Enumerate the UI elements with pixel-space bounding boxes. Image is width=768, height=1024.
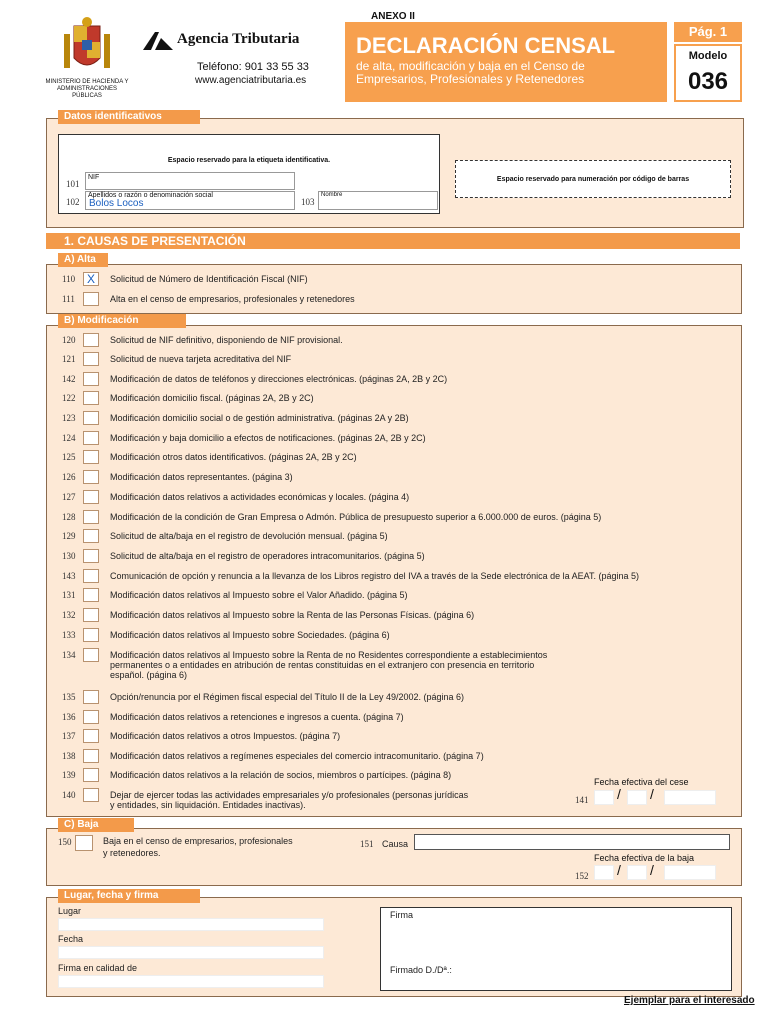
signature-box[interactable] xyxy=(380,907,732,991)
lugar-label: Lugar xyxy=(58,906,82,916)
annex-label: ANEXO II xyxy=(371,11,415,22)
baja-date-label: Fecha efectiva de la baja xyxy=(594,853,695,863)
mod-item-text: Modificación otros datos identificativos. (páginas 2A, 2B y 2C) xyxy=(110,452,357,462)
baja-150-code: 150 xyxy=(58,837,72,847)
mod-item-code: 139 xyxy=(62,770,76,780)
cese-date-label: Fecha efectiva del cese xyxy=(594,777,689,787)
mod-item-text: Modificación de la condición de Gran Empresa o Admón. Pública de presupuesto superior a 6.000.000 de euros. (página 5) xyxy=(110,512,602,522)
mod-item-checkbox[interactable] xyxy=(83,549,99,563)
alta-tab: A) Alta xyxy=(58,253,108,267)
mod-item-text: Solicitud de alta/baja en el registro de operadores intracomunitarios. (página 5) xyxy=(110,551,425,561)
nif-field[interactable] xyxy=(85,172,295,190)
mod-item-code: 127 xyxy=(62,492,76,502)
mod-item-checkbox[interactable] xyxy=(83,788,99,802)
fecha-label: Fecha xyxy=(58,934,84,944)
mod-item-checkbox[interactable] xyxy=(83,490,99,504)
mod-item-text: Opción/renuncia por el Régimen fiscal especial del Título II de la Ley 49/2002. (página 6) xyxy=(110,692,465,702)
barcode-area-text: Espacio reservado para numeración por código de barras xyxy=(496,176,690,183)
mod-item-text: Modificación y baja domicilio a efectos de notificaciones. (páginas 2A, 2B y 2C) xyxy=(110,433,426,443)
alta-item-code: 110 xyxy=(62,274,76,284)
form-subtitle: de alta, modificación y baja en el Censo de Empresarios, Profesionales y Retenedores xyxy=(356,59,585,86)
mod-item-code: 135 xyxy=(62,692,76,702)
mod-item-text: Modificación datos relativos a retenciones e ingresos a cuenta. (página 7) xyxy=(110,712,404,722)
causa-label: Causa xyxy=(382,839,409,849)
baja-year-field[interactable] xyxy=(664,865,716,880)
nif-label: NIF xyxy=(88,174,100,181)
mod-item-text: Solicitud de alta/baja en el registro de devolución mensual. (página 5) xyxy=(110,531,388,541)
mod-item-text: Comunicación de opción y renuncia a la llevanza de los Libros registro del IVA a través de la Sede electrónica de la AEAT. (página 5) xyxy=(110,571,639,581)
mod-item-checkbox[interactable] xyxy=(83,470,99,484)
mod-item-text-line: Modificación datos relativos al Impuesto sobre la Renta de no Residentes correspondiente a establecimientos xyxy=(110,650,548,660)
coat-of-arms-logo xyxy=(60,16,114,78)
mod-item-checkbox[interactable] xyxy=(83,333,99,347)
mod-item-code: 133 xyxy=(62,630,76,640)
mod-item-code: 140 xyxy=(62,790,76,800)
baja-150-text-1: Baja en el censo de empresarios, profesionales xyxy=(103,836,293,846)
mod-item-text: Modificación de datos de teléfonos y direcciones electrónicas. (páginas 2A, 2B y 2C) xyxy=(110,374,448,384)
mod-item-checkbox[interactable] xyxy=(83,352,99,366)
mod-item-checkbox[interactable] xyxy=(83,768,99,782)
mod-item-text: Modificación datos relativos a la relación de socios, miembros o partícipes. (página 8) xyxy=(110,770,452,780)
baja-151-code: 151 xyxy=(360,839,374,849)
mod-item-code: 125 xyxy=(62,452,76,462)
cese-date-sep1: / xyxy=(617,786,621,802)
mod-item-code: 143 xyxy=(62,571,76,581)
mod-item-text: Modificación datos representantes. (página 3) xyxy=(110,472,293,482)
cese-day-field[interactable] xyxy=(594,790,614,805)
copy-label: Ejemplar para el interesado xyxy=(624,995,755,1006)
calidad-field[interactable] xyxy=(58,975,324,988)
agency-phone: Teléfono: 901 33 55 33 xyxy=(197,61,309,73)
mod-item-text: Modificación domicilio fiscal. (páginas 2A, 2B y 2C) xyxy=(110,393,314,403)
agency-logo-icon xyxy=(143,32,173,50)
mod-item-code: 130 xyxy=(62,551,76,561)
ident-tab: Datos identificativos xyxy=(58,110,200,124)
model-number: 036 xyxy=(687,68,729,95)
mod-item-code: 142 xyxy=(62,374,76,384)
mod-item-checkbox[interactable] xyxy=(83,529,99,543)
name-value: Bolos Locos xyxy=(89,198,144,209)
cese-year-field[interactable] xyxy=(664,790,716,805)
baja-150-text-2: y retenedores. xyxy=(103,848,161,858)
mod-item-text: Modificación datos relativos a regímenes especiales del comercio intracomunitario. (página 7) xyxy=(110,751,484,761)
mod-item-text: Solicitud de NIF definitivo, disponiendo de NIF provisional. xyxy=(110,335,343,345)
mod-item-code: 129 xyxy=(62,531,76,541)
mod-item-text: Modificación datos relativos al Impuesto sobre Sociedades. (página 6) xyxy=(110,630,390,640)
signature-label: Firma xyxy=(390,910,413,920)
mod-item-text: Modificación datos relativos al Impuesto sobre el Valor Añadido. (página 5) xyxy=(110,590,408,600)
form-title: DECLARACIÓN CENSAL xyxy=(356,33,616,58)
calidad-label: Firma en calidad de xyxy=(58,963,138,973)
mod-item-checkbox[interactable] xyxy=(83,710,99,724)
mod-item-code: 138 xyxy=(62,751,76,761)
baja-date-sep2: / xyxy=(650,862,654,878)
name-label: Apellidos o razón o denominación social xyxy=(88,192,213,199)
baja-day-field[interactable] xyxy=(594,865,614,880)
baja-152-code: 152 xyxy=(575,871,589,881)
mod-item-text-line: español. (página 6) xyxy=(110,670,188,680)
mod-item-code: 137 xyxy=(62,731,76,741)
model-label: Modelo xyxy=(688,50,728,62)
mod-item-text-line: Dejar de ejercer todas las actividades empresariales y/o profesionales (personas jurídicas xyxy=(110,790,469,800)
baja-month-field[interactable] xyxy=(627,865,647,880)
modificacion-tab: B) Modificación xyxy=(58,314,186,328)
alta-item-checkbox[interactable] xyxy=(83,292,99,306)
cese-month-field[interactable] xyxy=(627,790,647,805)
mod-item-code: 128 xyxy=(62,512,76,522)
mod-item-checkbox[interactable] xyxy=(83,628,99,642)
fecha-field[interactable] xyxy=(58,946,324,959)
mod-item-checkbox[interactable] xyxy=(83,372,99,386)
mod-item-checkbox[interactable] xyxy=(83,608,99,622)
cese-date-sep2: / xyxy=(650,786,654,802)
mod-item-code: 120 xyxy=(62,335,76,345)
mod-item-text: Modificación domicilio social o de gestión administrativa. (páginas 2A y 2B) xyxy=(110,413,409,423)
mod-item-checkbox[interactable] xyxy=(83,749,99,763)
mod-item-checkbox[interactable] xyxy=(83,510,99,524)
mod-item-checkbox[interactable] xyxy=(83,450,99,464)
mod-item-text-line: permanentes o a entidades en atribución de rentas constituidas en el extranjero con presencia en territorio xyxy=(110,660,535,670)
alta-item-checkbox[interactable]: X xyxy=(83,272,99,286)
mod-item-checkbox[interactable] xyxy=(83,431,99,445)
mod-item-code: 126 xyxy=(62,472,76,482)
baja-tab: C) Baja xyxy=(58,818,134,832)
ministry-label: MINISTERIO DE HACIENDA Y ADMINISTRACIONES PÚBLICAS xyxy=(45,79,129,99)
mod-item-text: Solicitud de nueva tarjeta acreditativa del NIF xyxy=(110,354,292,364)
page-number-box: Pág. 1 xyxy=(674,22,742,42)
agency-website: www.agenciatributaria.es xyxy=(195,75,307,86)
mod-item-code: 132 xyxy=(62,610,76,620)
mod-item-code: 134 xyxy=(62,650,76,660)
lugar-field[interactable] xyxy=(58,918,324,931)
baja-date-sep1: / xyxy=(617,862,621,878)
mod-item-checkbox[interactable] xyxy=(83,411,99,425)
causa-field[interactable] xyxy=(414,834,730,850)
mod-item-code: 136 xyxy=(62,712,76,722)
baja-150-checkbox[interactable] xyxy=(75,835,93,851)
field-101-code: 101 xyxy=(66,179,80,189)
mod-item-checkbox[interactable] xyxy=(83,569,99,583)
firma-tab: Lugar, fecha y firma xyxy=(58,889,200,903)
mod-item-code: 123 xyxy=(62,413,76,423)
mod-item-code: 121 xyxy=(62,354,76,364)
alta-item-text: Alta en el censo de empresarios, profesionales y retenedores xyxy=(110,294,355,304)
label-area-text: Espacio reservado para la etiqueta identificativa. xyxy=(167,157,331,164)
mod-item-checkbox[interactable] xyxy=(83,648,99,662)
mod-item-checkbox[interactable] xyxy=(83,588,99,602)
alta-panel xyxy=(46,264,742,314)
alta-item-code: 111 xyxy=(62,294,75,304)
signed-by-label: Firmado D./Dª.: xyxy=(390,965,452,975)
mod-item-checkbox[interactable] xyxy=(83,391,99,405)
agency-name: Agencia Tributaria xyxy=(177,31,300,47)
cese-code: 141 xyxy=(575,795,589,805)
field-102-code: 102 xyxy=(66,197,80,207)
field-103-code: 103 xyxy=(301,197,315,207)
mod-item-text-line: y entidades, sin liquidación. Entidades inactivas). xyxy=(110,800,306,810)
mod-item-code: 122 xyxy=(62,393,76,403)
mod-item-code: 131 xyxy=(62,590,76,600)
section1-title: 1. CAUSAS DE PRESENTACIÓN xyxy=(64,234,246,248)
mod-item-checkbox[interactable] xyxy=(83,690,99,704)
mod-item-text: Modificación datos relativos a otros Impuestos. (página 7) xyxy=(110,731,341,741)
mod-item-code: 124 xyxy=(62,433,76,443)
alta-item-text: Solicitud de Número de Identificación Fiscal (NIF) xyxy=(110,274,308,284)
first-name-label: Nombre xyxy=(321,192,343,198)
mod-item-checkbox[interactable] xyxy=(83,729,99,743)
mod-item-text: Modificación datos relativos al Impuesto sobre la Renta de las Personas Físicas. (página 6) xyxy=(110,610,475,620)
mod-item-text: Modificación datos relativos a actividades económicas y locales. (página 4) xyxy=(110,492,410,502)
